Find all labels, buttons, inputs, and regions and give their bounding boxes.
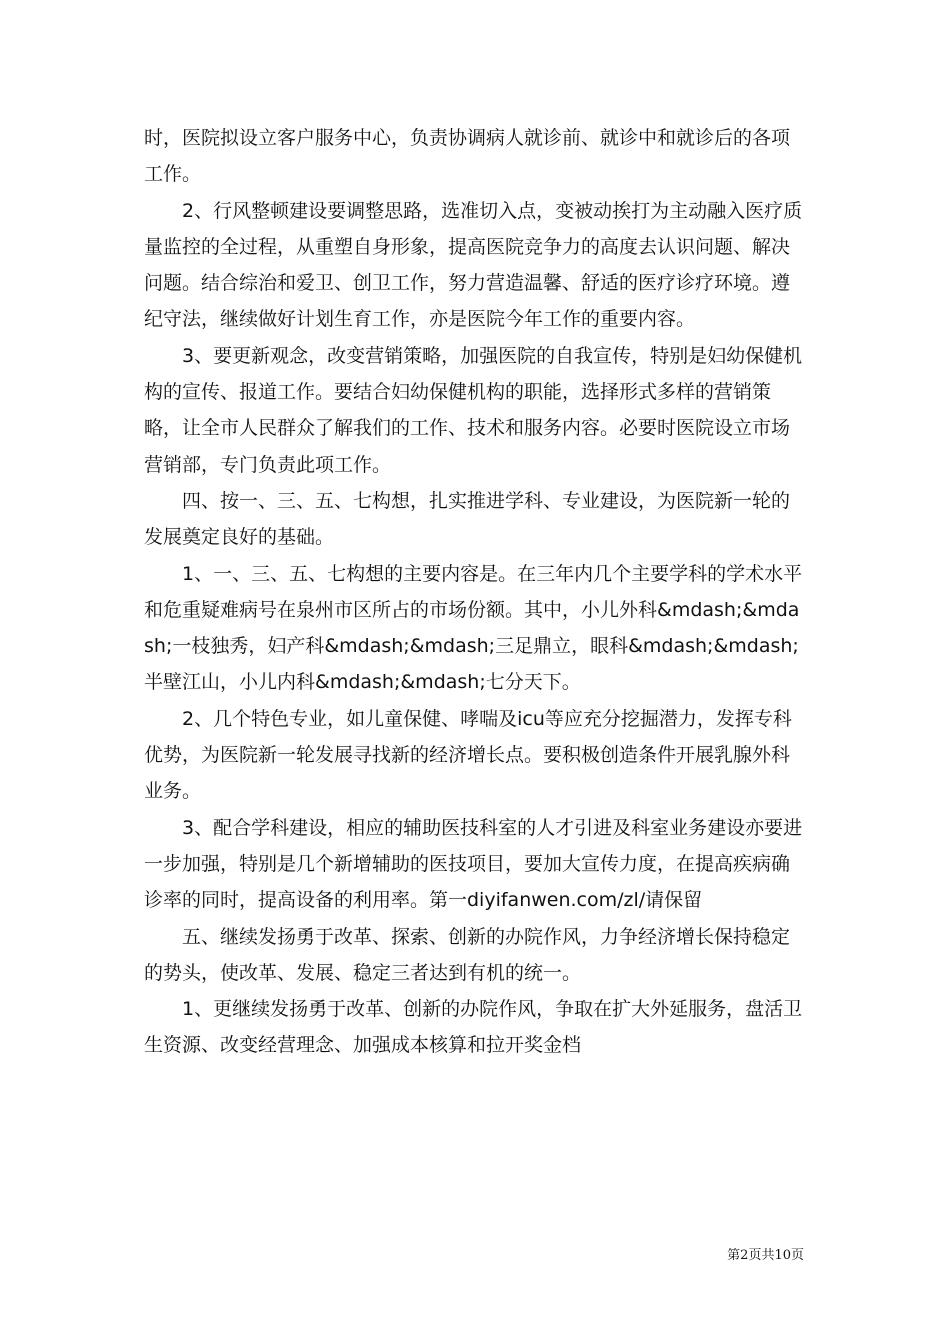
document-body xyxy=(144,120,808,1064)
paragraph-2: 2、行风整顿建设要调整思路，选准切入点，变被动挨打为主动融入医疗质量监控的全过程，从重塑自身形象，提高医院竞争力的高度去认识问题、解决问题。结合综治和爱卫、创卫工作，努力营造温馨、舒适的医疗诊疗环境。遵纪守法，继续做好计划生育工作，亦是医院今年工作的重要内容。 xyxy=(144,199,803,331)
paragraph-6: 2、几个特色专业，如儿童保健、哮喘及icu等应充分挖掘潜力，发挥专科优势，为医院新一轮发展寻找新的经济增长点。要积极创造条件开展乳腺外科业务。 xyxy=(144,707,792,803)
paragraph-9: 1、更继续发扬勇于改革、创新的办院作风，争取在扩大外延服务，盘活卫生资源、改变经营理念、加强成本核算和拉开奖金档 xyxy=(144,998,803,1057)
paragraph-3: 3、要更新观念，改变营销策略，加强医院的自我宣传，特别是妇幼保健机构的宣传、报道工作。要结合妇幼保健机构的职能，选择形式多样的营销策略，让全市人民群众了解我们的工作、技术和服务内容。必要时医院设立市场营销部，专门负责此项工作。 xyxy=(144,344,803,476)
paragraph-5: 1、一、三、五、七构想的主要内容是。在三年内几个主要学科的学术水平和危重疑难病号在泉州市区所占的市场份额。其中，小儿外科&mdash;&mdash;一枝独秀，妇产科&mdash;&mdash;三足鼎立，眼科&mdash;&mdash;半壁江山，小儿内科&mdash;&mdash;七分天下。 xyxy=(144,562,803,694)
paragraph-8: 五、继续发扬勇于改革、探索、创新的办院作风，力争经济增长保持稳定的势头，使改革、发展、稳定三者达到有机的统一。 xyxy=(144,925,791,984)
paragraph-1: 时，医院拟设立客户服务中心，负责协调病人就诊前、就诊中和就诊后的各项工作。 xyxy=(144,127,791,186)
paragraph-7: 3、配合学科建设，相应的辅助医技科室的人才引进及科室业务建设亦要进一步加强，特别是几个新增辅助的医技项目，要加大宣传力度，在提高疾病确诊率的同时，提高设备的利用率。第一diyifanwen.com/zl/请保留 xyxy=(144,816,803,912)
paragraph-4: 四、按一、三、五、七构想，扎实推进学科、专业建设，为医院新一轮的发展奠定良好的基础。 xyxy=(144,489,791,549)
page-number: 第2页共10页 xyxy=(727,1248,804,1263)
